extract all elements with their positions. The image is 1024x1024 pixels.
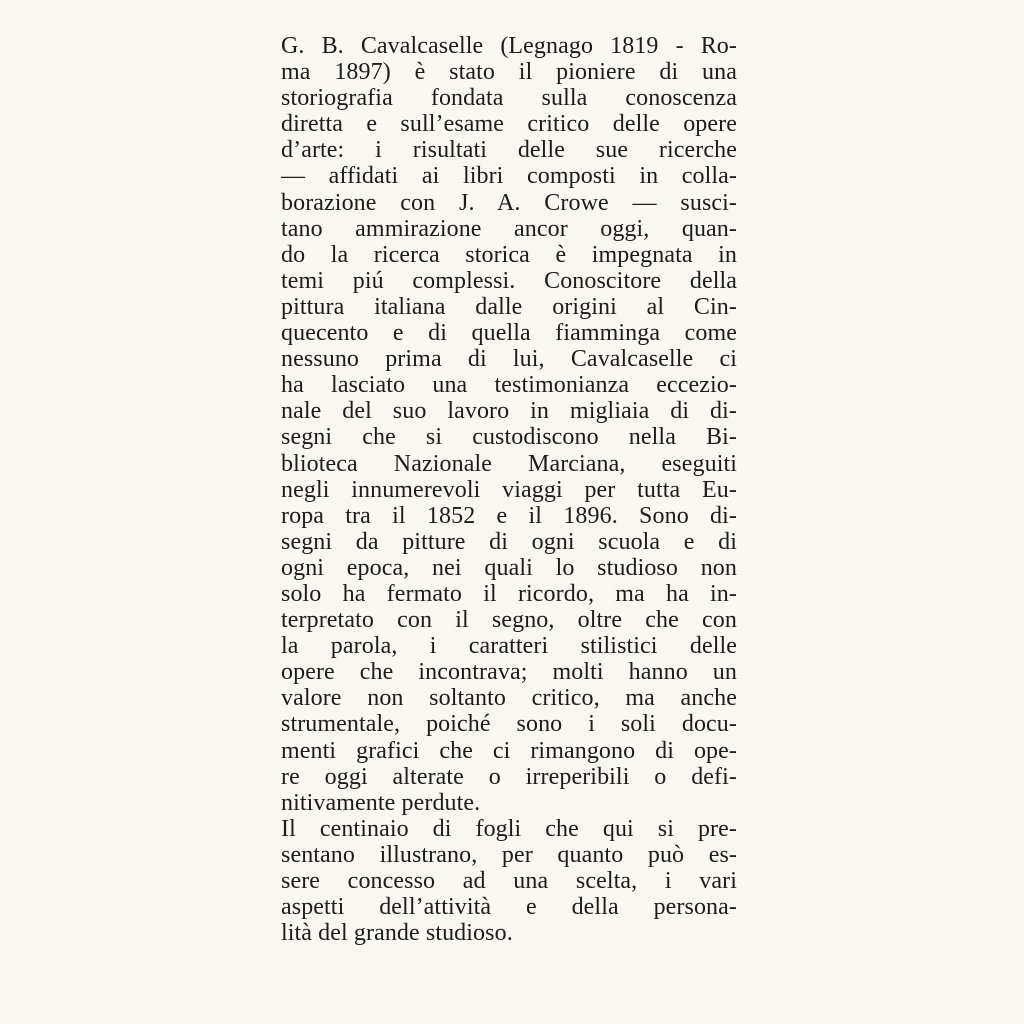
text-line: borazione con J. A. Crowe — susci- (281, 189, 737, 216)
paragraph-1 (281, 33, 737, 816)
text-line: strumentale, poiché sono i soli docu- (281, 711, 737, 738)
text-line: G. B. Cavalcaselle (Legnago 1819 - Ro- (281, 33, 737, 59)
text-line: segni che si custodiscono nella Bi- (281, 424, 737, 451)
text-line: segni da pitture di ogni scuola e di (281, 528, 737, 555)
text-line: re oggi alterate o irreperibili o defi- (281, 763, 737, 790)
text-line: blioteca Nazionale Marciana, eseguiti (281, 450, 737, 477)
text-line: temi piú complessi. Conoscitore della (281, 267, 737, 294)
text-line: nessuno prima di lui, Cavalcaselle ci (281, 346, 737, 373)
text-line: ma 1897) è stato il pioniere di una (281, 59, 737, 86)
text-block (281, 33, 737, 946)
text-line: storiografia fondata sulla conoscenza (281, 85, 737, 112)
paragraph-2 (281, 816, 737, 946)
text-line: solo ha fermato il ricordo, ma ha in- (281, 580, 737, 607)
text-line: — affidati ai libri composti in colla- (281, 163, 737, 190)
text-line: valore non soltanto critico, ma anche (281, 685, 737, 712)
text-line: diretta e sull’esame critico delle opere (281, 111, 737, 138)
text-line: sere concesso ad una scelta, i vari (281, 868, 737, 894)
text-line: negli innumerevoli viaggi per tutta Eu- (281, 476, 737, 503)
text-line: opere che incontrava; molti hanno un (281, 659, 737, 686)
text-line: aspetti dell’attività e della persona- (281, 894, 737, 921)
text-line: ogni epoca, nei quali lo studioso non (281, 554, 737, 581)
text-line: lità del grande studioso. (281, 920, 513, 947)
text-line: menti grafici che ci rimangono di ope- (281, 737, 737, 764)
text-line: ha lasciato una testimonianza eccezio- (281, 372, 737, 399)
text-line: nitivamente perdute. (281, 789, 481, 816)
text-line: terpretato con il segno, oltre che con (281, 607, 737, 634)
text-line: nale del suo lavoro in migliaia di di- (281, 398, 737, 425)
text-line: tano ammirazione ancor oggi, quan- (281, 215, 737, 242)
text-line: Il centinaio di fogli che qui si pre- (281, 815, 737, 842)
text-line: quecento e di quella fiamminga come (281, 320, 737, 347)
text-line: d’arte: i risultati delle sue ricerche (281, 137, 737, 164)
text-line: sentano illustrano, per quanto può es- (281, 841, 737, 868)
text-line: pittura italiana dalle origini al Cin- (281, 293, 737, 320)
text-line: la parola, i caratteri stilistici delle (281, 633, 737, 660)
text-line: ropa tra il 1852 e il 1896. Sono di- (281, 502, 737, 529)
text-line: do la ricerca storica è impegnata in (281, 241, 737, 268)
